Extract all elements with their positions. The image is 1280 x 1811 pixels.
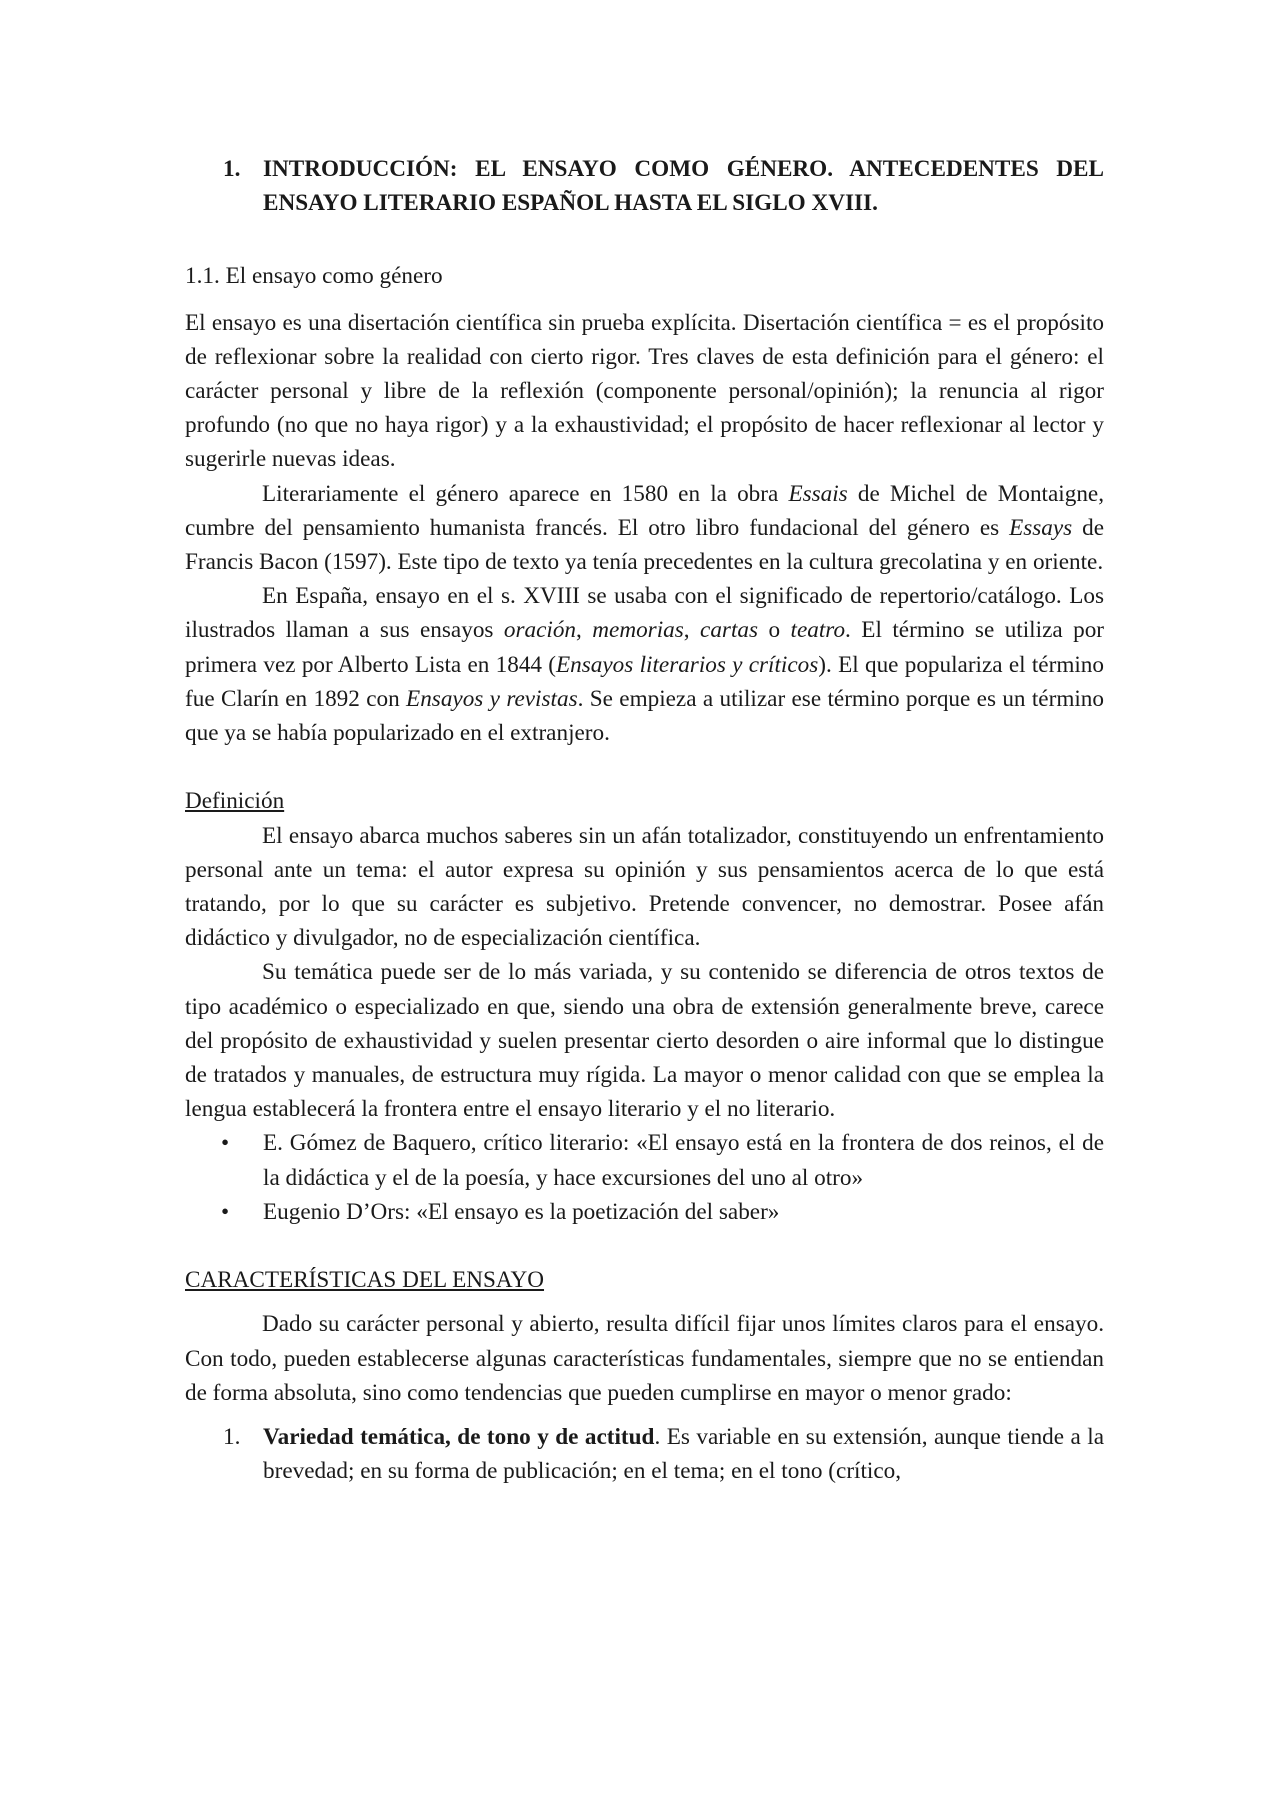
text-run: ,	[683, 617, 701, 644]
spacer	[185, 1297, 1104, 1307]
italic-title: Essais	[788, 480, 848, 507]
list-item-text: E. Gómez de Baquero, crítico literario: «El ensayo está en la frontera de dos reinos, el de la didáctica y el de la poesía, y hace excursiones del uno al otro»	[263, 1130, 1104, 1191]
italic-title: Ensayos y revistas	[406, 685, 578, 712]
paragraph	[185, 579, 1104, 750]
paragraph: Dado su carácter personal y abierto, resulta difícil fijar unos límites claros para el ensayo. Con todo, pueden establecerse algunas características fundamentales, siempre que no se entiendan de forma absoluta, sino como tendencias que pueden cumplirse en mayor o menor grado:	[185, 1311, 1104, 1406]
text-run: . Se empieza a utilizar ese término porque es un término que ya se había popularizado en el extranjero.	[185, 685, 1104, 747]
italic-term: oración	[503, 617, 577, 644]
quote-list	[185, 1126, 1104, 1229]
spacer	[185, 1229, 1104, 1263]
paragraph: El ensayo es una disertación científica sin prueba explícita. Disertación científica = es el propósito de reflexionar sobre la realidad con cierto rigor. Tres claves de esta definición para el género: el carácter personal y libre de la reflexión (componente personal/opinión); la renuncia al rigor profundo (no que no haya rigor) y a la exhaustividad; el propósito de hacer reflexionar al lector y sugerirle nuevas ideas.	[185, 309, 1104, 473]
paragraph: El ensayo abarca muchos saberes sin un afán totalizador, constituyendo un enfrentamiento personal ante un tema: el autor expresa su opinión y sus pensamientos acerca de lo que está tratando, por lo que su carácter es subjetivo. Pretende convencer, no demostrar. Posee afán didáctico y divulgador, no de especialización científica.	[185, 822, 1104, 952]
spacer	[185, 1410, 1104, 1420]
text-run: o	[758, 617, 791, 644]
bullet-icon: •	[221, 1130, 230, 1157]
list-number: 1.	[223, 1424, 241, 1451]
subsection-title	[185, 1263, 1104, 1297]
italic-title: Ensayos literarios y críticos	[556, 651, 819, 678]
text-run: ). El que populariza el término fue Clarín en 1892 con	[185, 651, 1104, 712]
characteristics-heading: CARACTERÍSTICAS DEL ENSAYO	[185, 1267, 545, 1294]
list-item	[185, 1420, 1104, 1488]
text-run: ,	[576, 617, 593, 644]
italic-term: memorias	[592, 617, 684, 644]
list-item-text: Eugenio D’Ors: «El ensayo es la poetización del saber»	[263, 1198, 780, 1225]
paragraph: Su temática puede ser de lo más variada, y su contenido se diferencia de otros textos de tipo académico o especializado en que, siendo una obra de extensión generalmente breve, carece del propósito de exhaustividad y suelen presentar cierto desorden o aire informal que lo distingue de tratados y manuales, de estructura muy rígida. La mayor o menor calidad con que se emplea la lengua establecerá la frontera entre el ensayo literario y el no literario.	[185, 959, 1104, 1123]
chapter-number: 1.	[223, 156, 241, 182]
text-run: En España, ensayo en el s. XVIII se usaba con el significado de repertorio/catálogo. Los ilustrados llaman a sus ensayos	[185, 583, 1104, 644]
italic-term: teatro	[790, 617, 846, 644]
text-run: . Es variable en su extensión, aunque tiende a la brevedad; en su forma de publicación; en el tema; en el tono (crítico,	[263, 1424, 1104, 1485]
list-item	[185, 1126, 1104, 1194]
bold-term: Variedad temática, de tono y de actitud	[263, 1424, 655, 1451]
italic-term: cartas	[700, 617, 758, 644]
list-item	[185, 1195, 1104, 1229]
definition-heading: Definición	[185, 788, 285, 815]
subsection-title	[185, 784, 1104, 818]
chapter-heading	[185, 152, 1104, 220]
characteristics-list	[185, 1420, 1104, 1488]
bullet-icon: •	[221, 1198, 230, 1225]
list-item-text	[263, 1420, 1104, 1488]
chapter-title: INTRODUCCIÓN: EL ENSAYO COMO GÉNERO. ANTECEDENTES DEL ENSAYO LITERARIO ESPAÑOL HASTA EL SIGLO XVIII.	[263, 156, 1104, 217]
text-run: Literariamente el género aparece en 1580 en la obra	[262, 480, 789, 507]
paragraph	[185, 477, 1104, 580]
spacer	[185, 750, 1104, 784]
text-run: de Michel de Montaigne, cumbre del pensamiento humanista francés. El otro libro fundacional del género es	[185, 480, 1104, 541]
text-run: . El término se utiliza por primera vez por Alberto Lista en 1844 (	[185, 617, 1105, 678]
italic-title: Essays	[1009, 514, 1073, 541]
section-title: 1.1. El ensayo como género	[185, 263, 443, 290]
text-run: de Francis Bacon (1597). Este tipo de texto ya tenía precedentes en la cultura grecolatina y en oriente.	[185, 514, 1104, 576]
